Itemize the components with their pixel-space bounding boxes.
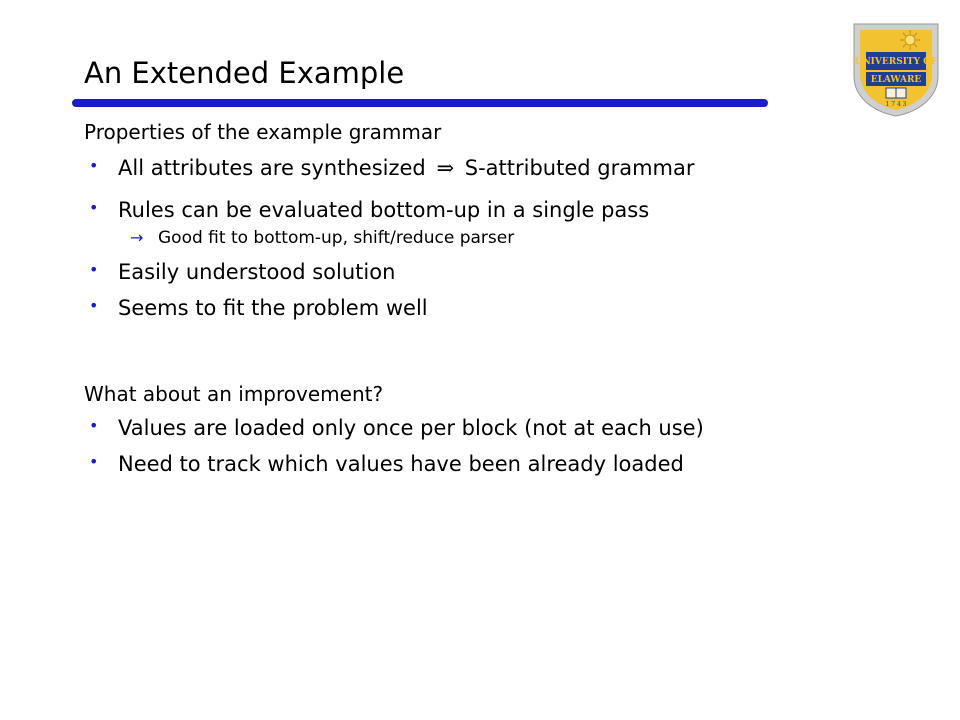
bullet-item: • Need to track which values have been already loaded	[89, 452, 684, 476]
bullet-icon: •	[89, 452, 99, 471]
section-heading-improvement: What about an improvement?	[84, 382, 384, 406]
bullet-icon: •	[89, 260, 99, 279]
slide-title: An Extended Example	[84, 56, 405, 90]
bullet-item: • All attributes are synthesized ⇒ S-attributed grammar	[89, 156, 695, 180]
sub-bullet-item: → Good fit to bottom-up, shift/reduce parser	[130, 228, 515, 248]
bullet-icon: •	[89, 156, 99, 175]
implies-icon: ⇒	[436, 156, 455, 180]
university-seal-icon	[848, 16, 944, 118]
section-heading-properties: Properties of the example grammar	[84, 120, 442, 144]
slide-content	[84, 118, 944, 476]
svg-text:UNIVERSITY OF: UNIVERSITY OF	[854, 57, 938, 67]
title-underline	[72, 99, 768, 107]
svg-text:1 7 4 3: 1 7 4 3	[885, 101, 907, 108]
bullet-icon: •	[89, 416, 99, 435]
bullet-icon: •	[89, 198, 99, 217]
bullet-icon: •	[89, 296, 99, 315]
bullet-item: • Seems to fit the problem well	[89, 296, 428, 320]
university-logo	[848, 16, 944, 118]
bullet-item: • Easily understood solution	[89, 260, 396, 284]
arrow-right-icon: →	[130, 228, 144, 247]
svg-text:ELAWARE: ELAWARE	[870, 75, 922, 85]
bullet-item: • Values are loaded only once per block (not at each use)	[89, 416, 704, 440]
bullet-item: • Rules can be evaluated bottom-up in a single pass	[89, 198, 650, 222]
